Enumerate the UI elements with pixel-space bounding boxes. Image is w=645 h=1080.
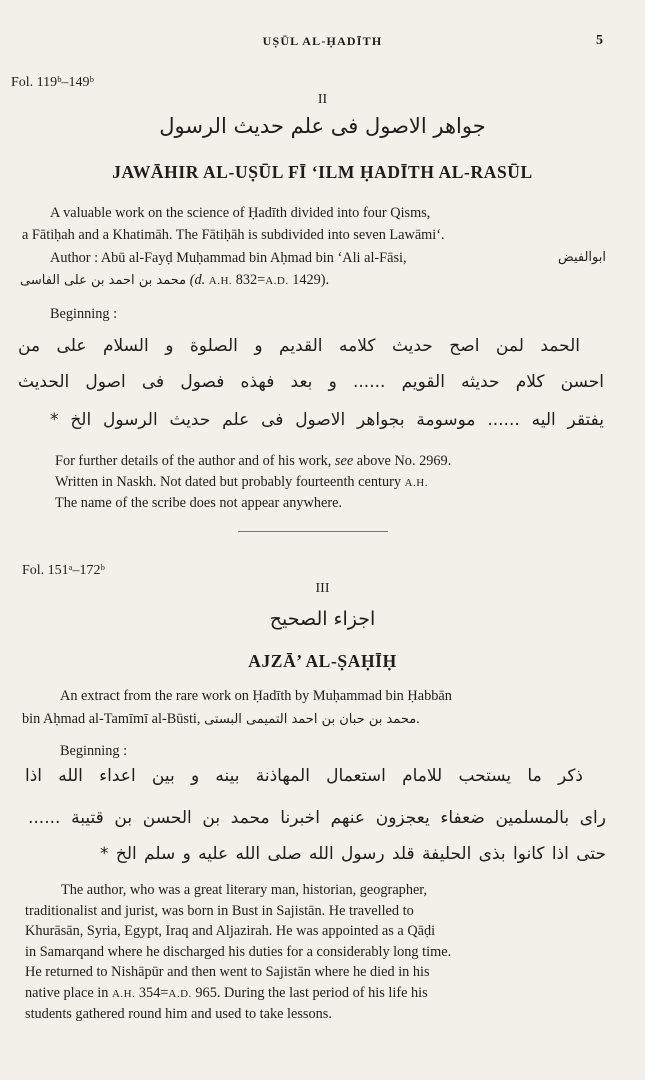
author-date-ah-year: 832= xyxy=(235,272,266,288)
written-text: Written in Naskh. Not dated but probably fourteenth century xyxy=(55,474,402,490)
bio-line: Khurāsān, Syria, Egypt, Iraq and Aljazirah. He was appointed as a Qāḍi xyxy=(25,923,436,939)
description-iii-line2 xyxy=(22,711,420,728)
beginning-arabic-line: ذکر ما یستحب للامام استعمال المهاذنة بینه و بین اعداء الله اذا xyxy=(25,766,583,786)
bio-line: He returned to Nishāpūr and then went to Sajistān where he died in his xyxy=(25,964,430,980)
description-iii-period: . xyxy=(416,711,420,727)
further-see: see xyxy=(334,453,354,469)
author-line-ii-cont xyxy=(20,272,329,289)
written-note-ii xyxy=(55,474,428,491)
arabic-title-ii: جواهر الاصول فی علم حدیث الرسول xyxy=(159,114,486,138)
description-line: a Fātiḥah and a Khatimāh. The Fātiḥāh is subdivided into seven Lawāmi‘. xyxy=(22,227,445,243)
beginning-arabic-line: الحمد لمن اصح حدیث کلامه القدیم و الصلوة و السلام علی من xyxy=(18,336,580,356)
arabic-title-iii: اجزاء الصحیح xyxy=(269,608,376,630)
running-head: UṢŪL AL-ḤADĪTH xyxy=(262,34,383,48)
bio-line: in Samarqand where he discharged his duties for a considerably long time. xyxy=(25,943,452,960)
section-divider xyxy=(238,531,388,532)
beginning-arabic-line: حتی اذا کانوا بذی الحلیفة قلد رسول الله صلی الله علیه و سلم الخ * xyxy=(100,844,606,864)
section-numeral-iii: III xyxy=(315,581,330,596)
further-details-ii xyxy=(55,453,451,470)
beginning-arabic-line: رای بالمسلمین ضعفاء یعجزون عنهم اخبرنا محمد بن الحسن بن قتیبة ...... xyxy=(28,808,606,828)
beginning-label-ii: Beginning : xyxy=(50,306,118,322)
scribe-note-ii: The name of the scribe does not appear anywhere. xyxy=(55,495,343,511)
description-iii-arabic: محمد بن حبان بن احمد التمیمی البستی xyxy=(204,712,417,727)
author-arabic-full: محمد بن احمد بن علی الفاسی xyxy=(20,273,187,288)
author-date-close: 1429). xyxy=(292,272,330,288)
author-line-ii xyxy=(50,250,606,267)
section-numeral-ii: II xyxy=(317,92,328,107)
section-title-ii: JAWĀHIR AL-UṢŪL FĪ ‘ILM ḤADĪTH AL-RASŪL xyxy=(112,162,533,182)
bio-ah: A.H. xyxy=(111,987,136,1000)
further-text: For further details of the author and of his work, xyxy=(55,453,332,469)
bio-line: The author, who was a great literary man, historian, geographer, xyxy=(61,882,428,898)
author-date-ah: A.H. xyxy=(208,275,233,287)
bio-line: traditionalist and jurist, was born in Bust in Sajistān. He travelled to xyxy=(25,902,414,919)
page-number: 5 xyxy=(596,33,603,48)
author-date-open: (d. xyxy=(189,272,206,288)
bio-line: students gathered round him and used to take lessons. xyxy=(25,1006,332,1022)
beginning-arabic-line: یفتقر الیه ...... موسومة بجواهر الاصول فی علم حدیث الرسول الخ * xyxy=(50,410,604,430)
description-iii-line1: An extract from the rare work on Ḥadīth by Muḥammad bin Ḥabbān xyxy=(60,688,452,704)
bio-text: 965. During the last period of his life his xyxy=(195,984,428,1001)
bio-line xyxy=(25,983,608,1005)
author-date-ad: A.D. xyxy=(265,275,289,287)
section-title-iii: AJZĀ’ AL-ṢAḤĪḤ xyxy=(248,651,397,671)
folio-ii: Fol. 119ᵇ–149ᵇ xyxy=(11,75,94,90)
beginning-label-iii: Beginning : xyxy=(60,743,128,759)
description-iii-text: bin Aḥmad al-Tamīmī al-Būsti, xyxy=(22,711,201,727)
bio-text: native place in xyxy=(25,984,109,1001)
bio-ah-year: 354= xyxy=(138,984,169,1001)
further-ref: above No. 2969. xyxy=(356,453,452,469)
bio-ad: A.D. xyxy=(168,987,192,1000)
folio-iii: Fol. 151ᵃ–172ᵇ xyxy=(22,563,105,578)
beginning-arabic-line: احسن کلام حدیثه القویم ...... و بعد فهذه فصول فی اصول الحدیث xyxy=(18,372,604,392)
description-ii xyxy=(22,202,606,246)
author-text: Author : Abū al-Fayḍ Muḥammad bin Aḥmad bin ‘Ali al-Fāsi, xyxy=(50,250,407,266)
written-ah: A.H. xyxy=(404,477,428,489)
author-bio-iii xyxy=(25,880,608,1025)
description-line: A valuable work on the science of Ḥadīth divided into four Qisms, xyxy=(50,205,431,221)
author-arabic-name: ابوالفیض xyxy=(558,250,606,265)
